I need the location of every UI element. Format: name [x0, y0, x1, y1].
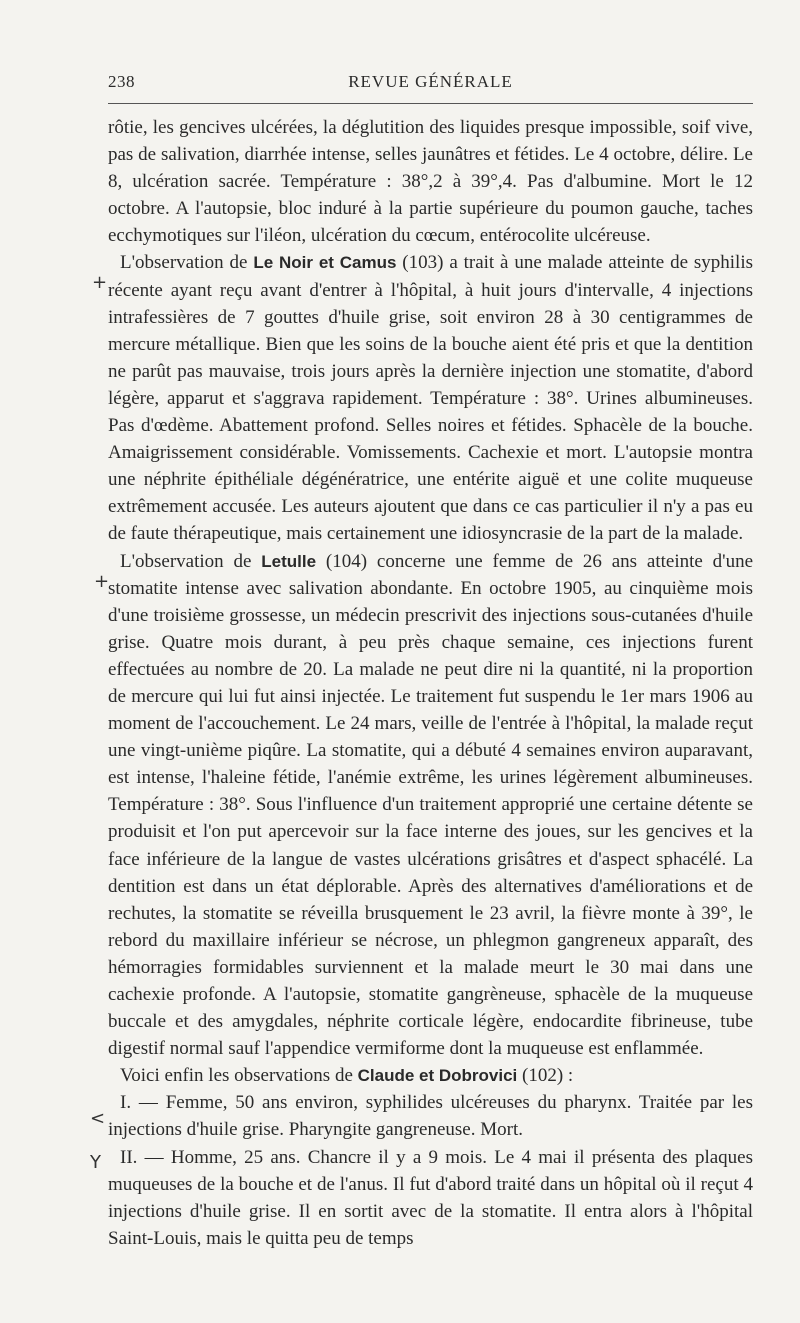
observation-1: I. — Femme, 50 ans environ, syphilides ulcéreuses du pharynx. Traitée par les injections d'huile grise. Pharyngite gangreneuse. Mort. [108, 1092, 753, 1141]
margin-mark-2: + [94, 571, 110, 592]
paragraph-text: (102) : [517, 1065, 574, 1087]
running-title: REVUE GÉNÉRALE [348, 72, 513, 91]
header-rule [108, 103, 753, 104]
margin-mark-4: Y [90, 1152, 101, 1173]
paragraph-claude-dobrovici [108, 1062, 753, 1089]
article-body [108, 114, 753, 1252]
paragraph-letulle [108, 548, 753, 1063]
observation-2: II. — Homme, 25 ans. Chancre il y a 9 mois. Le 4 mai il présenta des plaques muqueuses de la bouche et de l'anus. Il fut d'abord traité dans un hôpital où il reçut 4 injections d'huile grise. Il en sortit avec de la stomatite. Il entra alors à l'hôpital Saint-Louis, mais le quitta peu de temps [108, 1146, 753, 1249]
paragraph-intro: L'observation de [120, 550, 262, 572]
running-header [108, 72, 753, 98]
margin-mark-3: < [90, 1108, 106, 1129]
paragraph-intro: L'observation de [120, 252, 254, 274]
page-number: 238 [108, 72, 135, 91]
paragraph-continuation: rôtie, les gencives ulcérées, la déglutition des liquides presque impossible, soif vive, pas de salivation, diarrhée intense, selles jaunâtres et fétides. Le 4 octobre, délire. Le 8, ulcération sacrée. Température : 38°,2 à 39°,4. Pas d'albumine. Mort le 12 octobre. A l'autopsie, bloc induré à la partie supérieure du poumon gauche, taches ecchymotiques sur l'iléon, ulcération du cœcum, entérocolite ulcéreuse. [108, 117, 753, 247]
author-names: Le Noir et Camus [253, 253, 397, 273]
paragraph-le-noir-camus [108, 249, 753, 547]
paragraph-intro: Voici enfin les observations de [120, 1065, 358, 1087]
margin-mark-1: + [92, 272, 108, 293]
author-names: Letulle [261, 551, 317, 571]
author-names: Claude et Dobrovici [357, 1066, 518, 1086]
paragraph-text: (104) concerne une femme de 26 ans atteinte d'une stomatite intense avec salivation abondante. En octobre 1905, au cinquième mois d'une troisième grossesse, un médecin prescrivit des injections sous-cutanées d'huile grise. Quatre mois durant, à peu près chaque semaine, ces injections furent effectuées au nombre de 20. La malade ne peut dire ni la quantité, ni la proportion de mercure qui lui fut ainsi injectée. Le traitement fut suspendu le 1er mars 1906 au moment de l'accouchement. Le 24 mars, veille de l'entrée à l'hôpital, la malade reçut une vingt-unième piqûre. La stomatite, qui a débuté 4 semaines environ auparavant, est intense, l'haleine fétide, l'anémie extrême, les urines légèrement albumineuses. Température : 38°. Sous l'influence d'un traitement approprié une certaine détente se produisit et l'on put apercevoir sur la face interne des joues, sur les gencives et la face inférieure de la langue de vastes ulcérations grisâtres et d'aspect sphacélé. La dentition est dans un état déplorable. Après des alternatives d'améliorations et de rechutes, la stomatite se réveilla brusquement le 23 avril, la fièvre monte à 39°, le rebord du maxillaire inférieur se nécrose, un phlegmon gangreneux apparaît, des hémorragies formidables surviennent et la malade meurt le 30 mai dans une cachexie profonde. A l'autopsie, stomatite gangrèneuse, sphacèle de la muqueuse buccale et des amygdales, néphrite corticale légère, endocardite fibrineuse, tube digestif normal sauf l'appendice vermiforme dont la muqueuse est enflammée. [108, 550, 753, 1060]
paragraph-text: (103) a trait à une malade atteinte de syphilis récente ayant reçu avant d'entrer à l'hôpital, à huit jours d'intervalle, 4 injections intrafessières de 7 gouttes d'huile grise, soit environ 28 à 30 centigrammes de mercure métallique. Bien que les soins de la bouche aient été pris et que la dentition ne parût pas mauvaise, trois jours après la dernière injection une stomatite, d'abord légère, apparut et s'aggrava rapidement. Température : 38°. Urines albumineuses. Pas d'œdème. Abattement profond. Selles noires et fétides. Sphacèle de la bouche. Amaigrissement considérable. Vomissements. Cachexie et mort. L'autopsie montra une néphrite épithéliale dégénératrice, une entérite aiguë et une colite muqueuse extrêmement accusée. Les auteurs ajoutent que dans ce cas particulier il n'y a pas eu de faute thérapeutique, mais certainement une idiosyncrasie de la part de la malade. [108, 252, 754, 545]
